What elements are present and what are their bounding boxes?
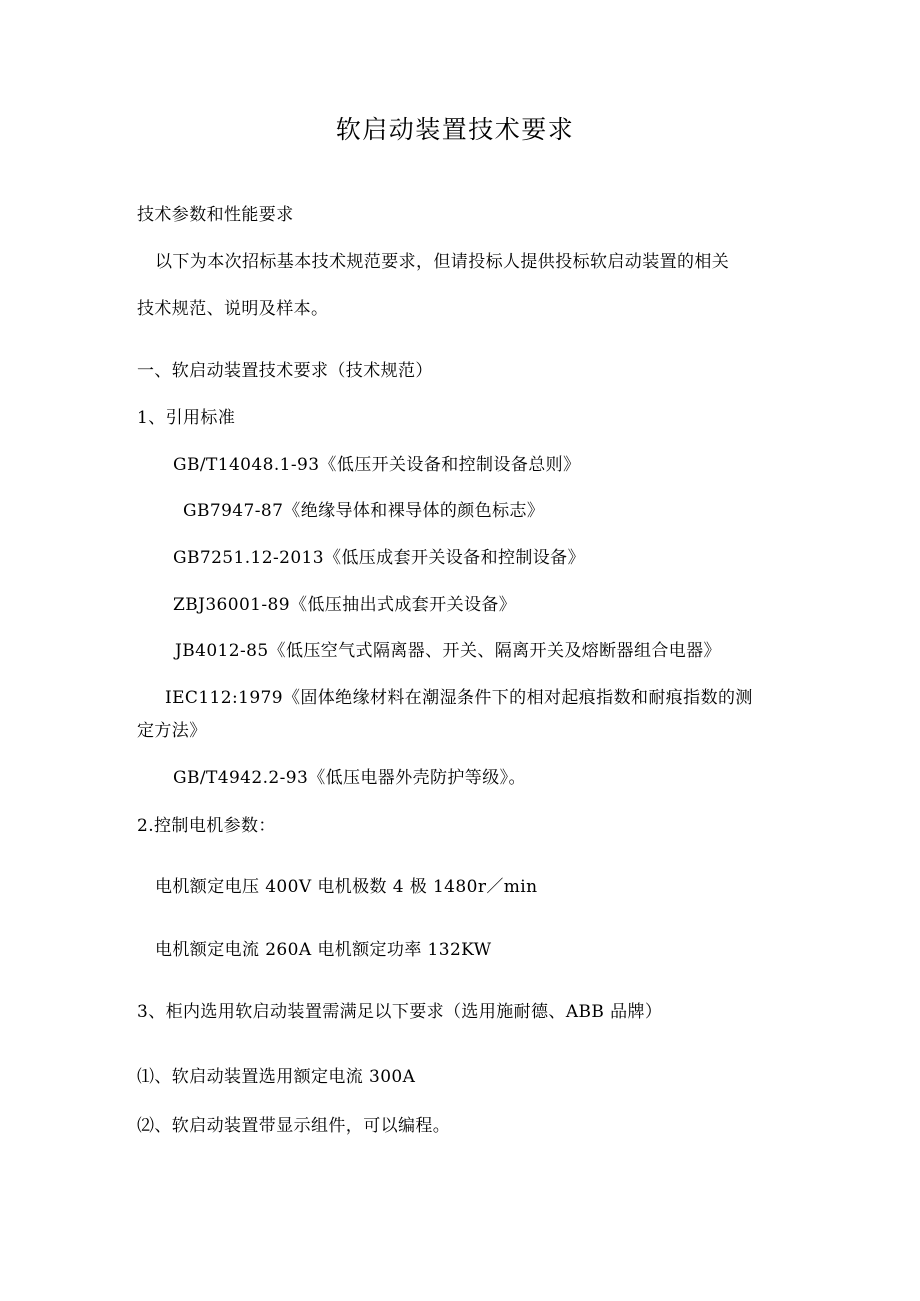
- standard-item: ZBJ36001-89《低压抽出式成套开关设备》: [173, 595, 517, 615]
- standard-item: IEC112:1979《固体绝缘材料在潮湿条件下的相对起痕指数和耐痕指数的测: [165, 688, 753, 708]
- requirement-1: ⑴、软启动装置选用额定电流 300A: [137, 1067, 416, 1087]
- intro-paragraph-line-2: 技术规范、说明及样本。: [137, 299, 329, 319]
- motor-params-line-2: 电机额定电流 260A 电机额定功率 132KW: [155, 940, 492, 960]
- standard-item: JB4012-85《低压空气式隔离器、开关、隔离开关及熔断器组合电器》: [175, 641, 721, 661]
- standard-item: GB7251.12-2013《低压成套开关设备和控制设备》: [173, 548, 585, 568]
- part-1-heading: 一、软启动装置技术要求（技术规范）: [137, 361, 433, 381]
- intro-paragraph-line-1: 以下为本次招标基本技术规范要求，但请投标人提供投标软启动装置的相关: [155, 252, 730, 272]
- standard-item: GB/T14048.1-93《低压开关设备和控制设备总则》: [173, 455, 581, 475]
- standard-item: GB7947-87《绝缘导体和裸导体的颜色标志》: [183, 501, 545, 521]
- standard-item-continuation: 定方法》: [137, 721, 207, 741]
- item-3-heading: 3、柜内选用软启动装置需满足以下要求（选用施耐德、ABB 品牌）: [137, 1002, 663, 1022]
- standard-item: GB/T4942.2-93《低压电器外壳防护等级》。: [173, 768, 526, 788]
- requirement-2: ⑵、软启动装置带显示组件，可以编程。: [137, 1116, 451, 1136]
- item-2-heading: 2.控制电机参数：: [137, 816, 276, 836]
- document-title: 软启动装置技术要求: [335, 115, 575, 144]
- item-1-heading: 1、引用标准: [137, 408, 236, 428]
- section-heading: 技术参数和性能要求: [137, 205, 294, 225]
- motor-params-line-1: 电机额定电压 400V 电机极数 4 极 1480r／min: [155, 877, 538, 897]
